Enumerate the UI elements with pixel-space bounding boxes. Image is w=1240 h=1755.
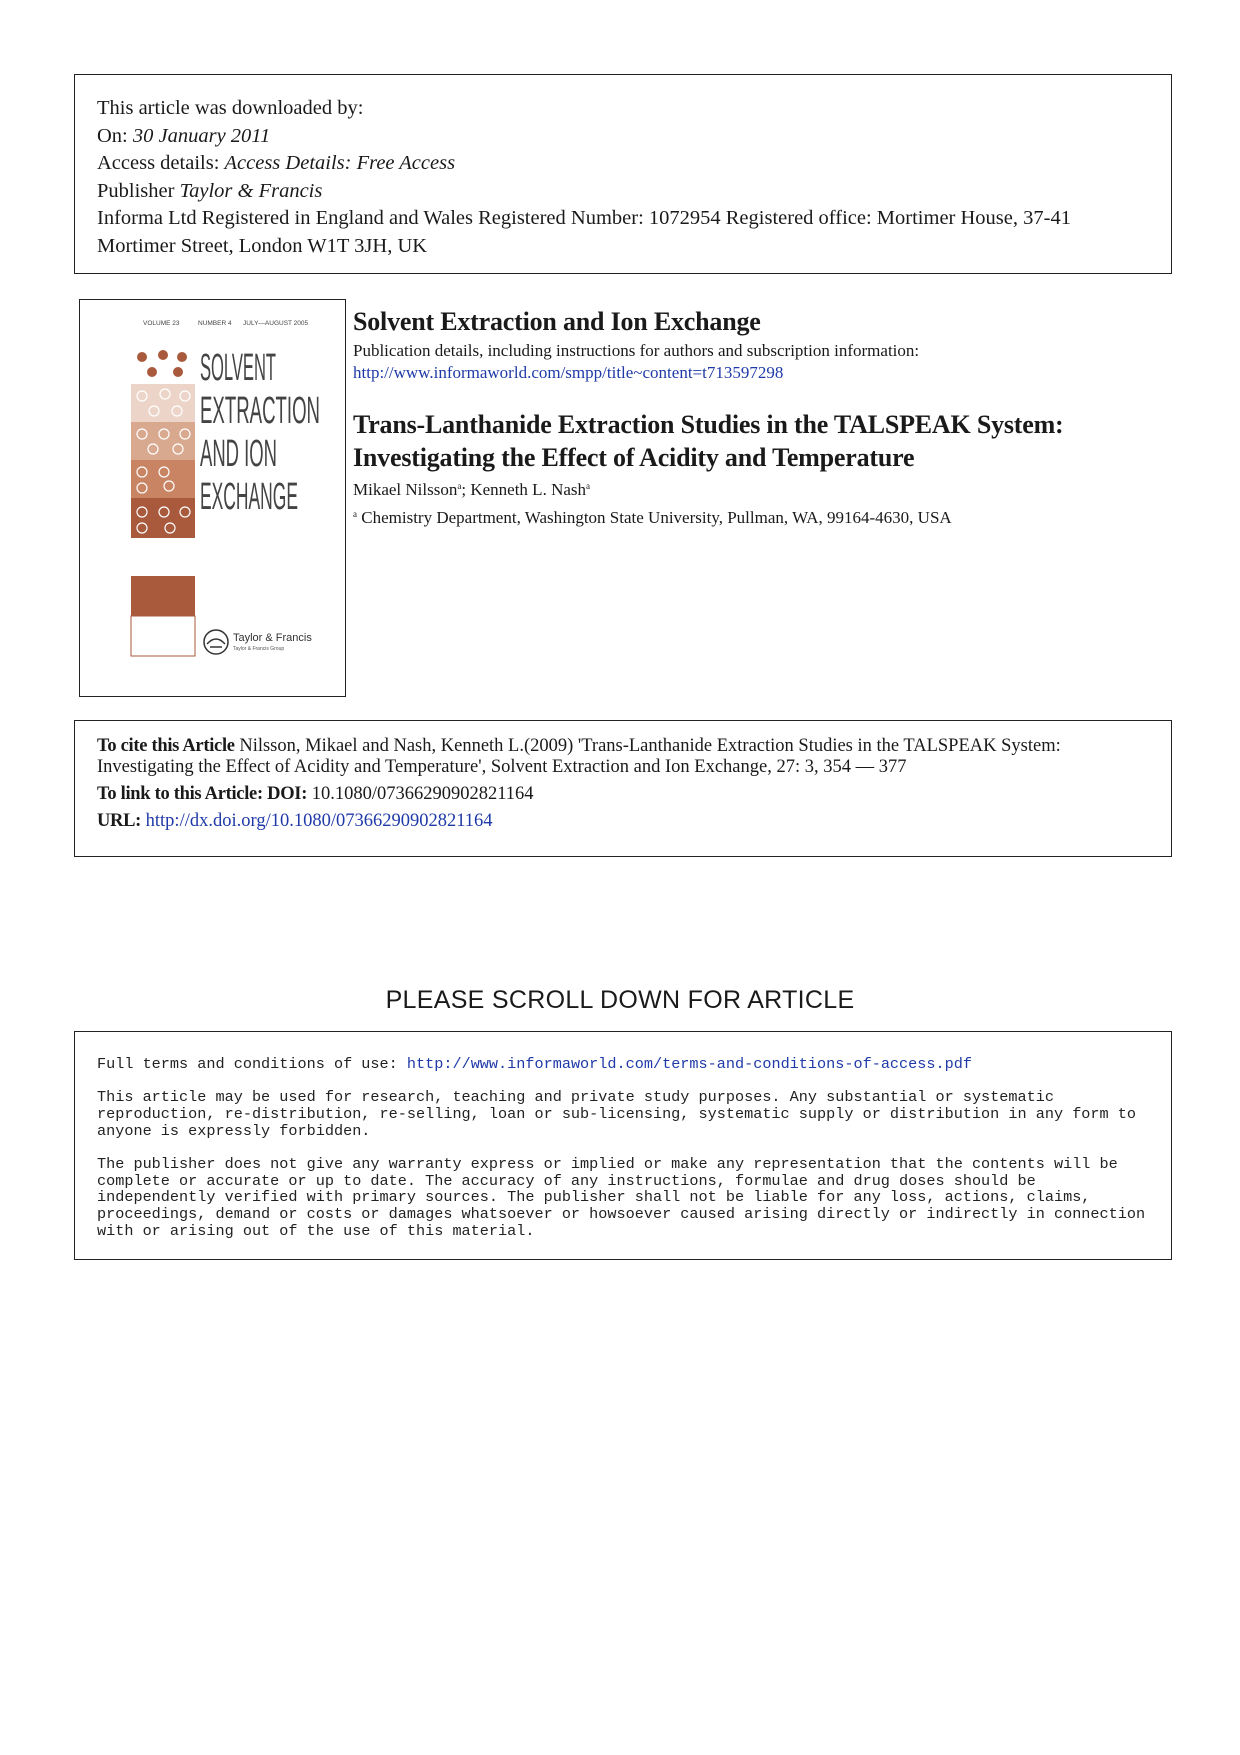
download-date-row bbox=[97, 123, 1151, 151]
publisher-label: Publisher bbox=[97, 179, 175, 202]
cite-text: Nilsson, Mikael and Nash, Kenneth L.(2009) 'Trans-Lanthanide Extraction Studies in the TALSPEAK System: Investigating the Effect of Acidity and Temperature', Solvent Extraction and Ion Exchange, 27: 3, 354 — 377 bbox=[97, 736, 1061, 777]
download-info-box bbox=[74, 74, 1172, 274]
cover-title-line-3: AND ION bbox=[200, 433, 277, 475]
journal-url-link[interactable]: http://www.informaworld.com/smpp/title~content=t713597298 bbox=[353, 363, 784, 382]
cover-publisher: Taylor & Francis bbox=[233, 632, 312, 644]
citation-box bbox=[74, 720, 1172, 857]
terms-url-link[interactable]: http://www.informaworld.com/terms-and-conditions-of-access.pdf bbox=[406, 1055, 972, 1073]
terms-paragraph-2: The publisher does not give any warranty express or implied or make any representation that the contents will be complete or accurate or up to date. The accuracy of any instructions, formulae and drug doses should be independently verified with primary sources. The publisher shall not be liable for any loss, actions, claims, proceedings, demand or costs or damages whatsoever or howsoever caused arising directly or indirectly in connection with or arising out of the use of this material. bbox=[97, 1154, 1146, 1241]
full-terms-label: Full terms and conditions of use: bbox=[97, 1055, 407, 1073]
article-title-line-1: Trans-Lanthanide Extraction Studies in the TALSPEAK System: bbox=[353, 410, 1064, 439]
cite-label: To cite this Article bbox=[97, 736, 235, 756]
cover-title-line-2: EXTRACTION bbox=[200, 390, 320, 432]
full-terms-row bbox=[97, 1056, 1151, 1073]
taylor-francis-logo-icon bbox=[204, 630, 228, 654]
cover-title-line-4: EXCHANGE bbox=[200, 476, 298, 518]
affiliation-line bbox=[353, 503, 1173, 529]
registration-text: Informa Ltd Registered in England and Wales Registered Number: 1072954 Registered office: Mortimer House, 37-41 Mortimer Street, London W1T 3JH, UK bbox=[97, 207, 1071, 257]
cover-title-line-1: SOLVENT bbox=[200, 347, 276, 389]
url-label: URL: bbox=[97, 811, 142, 831]
affiliation-text: Chemistry Department, Washington State University, Pullman, WA, 99164-4630, USA bbox=[357, 508, 952, 527]
download-date-value: 30 January 2011 bbox=[132, 124, 271, 147]
journal-title: Solvent Extraction and Ion Exchange bbox=[353, 307, 761, 336]
author-1: Mikael Nilsson bbox=[353, 480, 458, 499]
cover-number: NUMBER 4 bbox=[198, 320, 232, 327]
downloaded-by-text: This article was downloaded by: bbox=[97, 97, 364, 119]
article-title-line-2: Investigating the Effect of Acidity and Temperature bbox=[353, 443, 915, 472]
cover-date: JULY—AUGUST 2005 bbox=[243, 320, 309, 327]
cite-row bbox=[97, 736, 1151, 778]
access-details-row bbox=[97, 150, 1151, 178]
journal-cover-image bbox=[79, 299, 346, 697]
author-1-affiliation-mark: a bbox=[457, 481, 462, 491]
doi-label: To link to this Article: DOI: bbox=[97, 784, 308, 804]
terms-paragraph-1: This article may be used for research, teaching and private study purposes. Any substantial or systematic reproduction, re-distribution, re-selling, loan or sub-licensing, systematic supply or distribution in any form to anyone is expressly forbidden. bbox=[97, 1087, 1136, 1140]
publication-details-text: Publication details, including instructions for authors and subscription information: bbox=[353, 341, 920, 360]
publisher-value: Taylor & Francis bbox=[179, 179, 323, 202]
terms-box bbox=[74, 1031, 1172, 1260]
scroll-notice: PLEASE SCROLL DOWN FOR ARTICLE bbox=[385, 986, 855, 1014]
doi-value: 10.1080/07366290902821164 bbox=[307, 784, 534, 804]
affiliation-mark: a bbox=[353, 509, 357, 519]
cover-publisher-sub: Taylor & Francis Group bbox=[233, 646, 285, 652]
authors-line bbox=[353, 475, 1173, 501]
article-title bbox=[353, 408, 1173, 474]
author-2: Kenneth L. Nash bbox=[470, 480, 587, 499]
doi-url-link[interactable]: http://dx.doi.org/10.1080/07366290902821164 bbox=[141, 811, 493, 831]
access-details-value: Access Details: Free Access bbox=[224, 152, 456, 174]
cover-volume: VOLUME 23 bbox=[143, 320, 180, 327]
doi-row bbox=[97, 784, 1151, 805]
publisher-row bbox=[97, 178, 1151, 206]
article-header bbox=[353, 306, 1173, 529]
author-separator: ; bbox=[461, 480, 471, 499]
url-row bbox=[97, 811, 1151, 832]
author-2-affiliation-mark: a bbox=[586, 481, 591, 491]
access-details-label: Access details: bbox=[97, 152, 220, 174]
download-date-label: On: bbox=[97, 124, 128, 147]
